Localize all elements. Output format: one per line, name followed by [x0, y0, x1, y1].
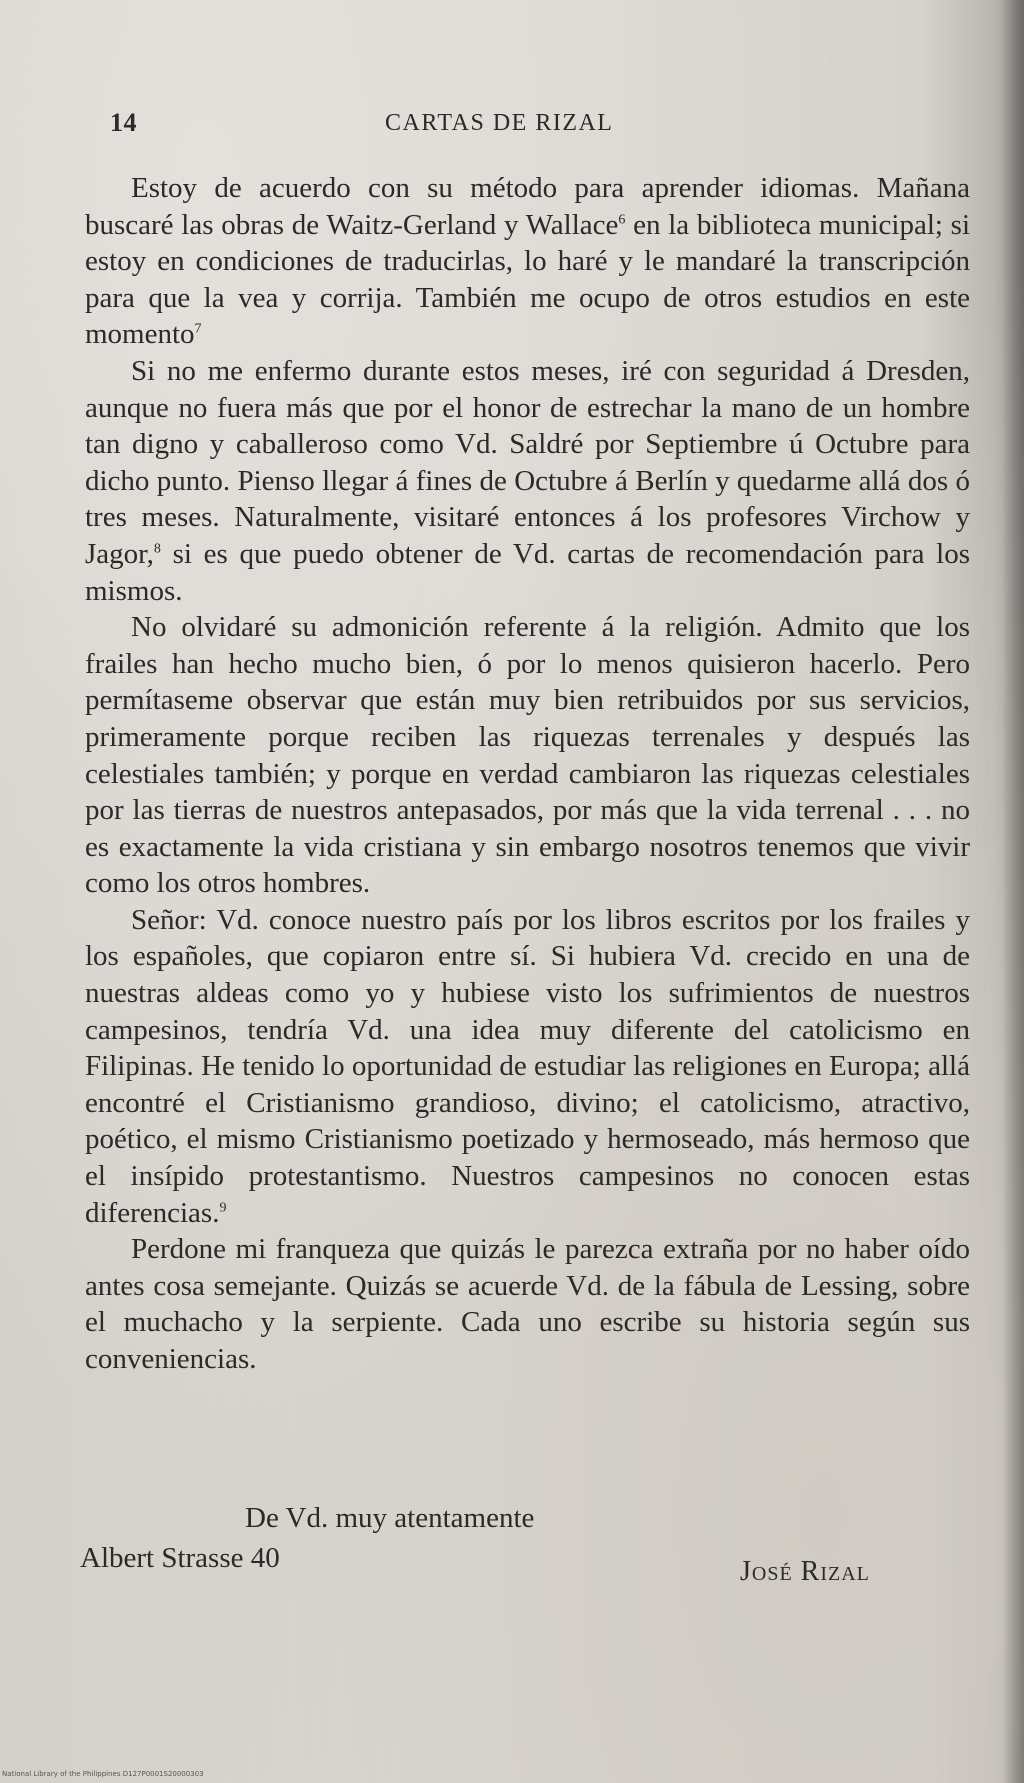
text-segment: Perdone mi franqueza que quizás le parezca extraña por no haber oído antes cosa semejante. Quizás se acuerde Vd. de la fábula de Lessing, sobre el muchacho y la serpiente. Cada uno escribe su historia según sus conveniencias. — [85, 1233, 970, 1375]
running-head: CARTAS DE RIZAL — [385, 110, 614, 136]
text-segment: No olvidaré su admonición referente á la religión. Admito que los frailes han hecho mucho bien, ó por lo menos quisieron hacerlo. Pero permítaseme observar que están muy bien retribuidos por sus servicios, primeramente porque reciben las riquezas terrenales y después las celestiales también; y porque en verdad cambiaron las riquezas celestiales por las tierras de nuestros antepasados, por más que la vida terrenal . . . no es exactamente la vida cristiana y sin embargo nosotros tenemos que vivir como los otros hombres. — [85, 611, 970, 900]
footnote-marker: 7 — [194, 321, 202, 337]
footer-credit: National Library of the Philippines D127P0001S20000303 — [2, 1770, 204, 1778]
page-number: 14 — [110, 108, 137, 137]
address-line: Albert Strasse 40 — [80, 1542, 280, 1574]
paragraph — [85, 1231, 970, 1377]
footnote-marker: 6 — [618, 211, 626, 227]
text-segment: Si no me enfermo durante estos meses, iré con seguridad á Dresden, aunque no fuera más que por el honor de estrechar la mano de un hombre tan digno y caballeroso como Vd. Saldré por Septiembre ú Octubre para dicho punto. Pienso llegar á fines de Octubre á Berlín y quedarme allá dos ó tres meses. Naturalmente, visitaré entonces á los profesores Virchow y Jagor, — [85, 354, 970, 570]
text-segment: Señor: Vd. conoce nuestro país por los libros escritos por los frailes y los españoles, que copiaron entre sí. Si hubiera Vd. crecido en una de nuestras aldeas como yo y hubiese visto los sufrimientos de nuestros campesinos, tendría Vd. una idea muy diferente del catolicismo en Filipinas. He tenido lo oportunidad de estudiar las religiones en Europa; allá encontré el Cristianismo grandioso, divino; el catolicismo, atractivo, poético, el mismo Cristianismo poetizado y hermoseado, más hermoso que el insípido protestantismo. Nuestros campesinos no conocen estas diferencias. — [85, 903, 970, 1229]
letter-body — [85, 170, 970, 1378]
text-segment: Estoy de acuerdo con su método para aprender idiomas. Mañana buscaré las obras de Waitz-Gerland y Wallace — [85, 172, 970, 241]
signature: José Rizal — [740, 1556, 870, 1587]
footnote-marker: 8 — [153, 541, 161, 557]
page-edge-shadow — [1002, 0, 1024, 1783]
footnote-marker: 9 — [219, 1199, 227, 1215]
text-segment: si es que puedo obtener de Vd. cartas de recomendación para los mismos. — [85, 537, 970, 607]
paragraph — [85, 609, 970, 902]
closing-line: De Vd. muy atentamente — [245, 1502, 535, 1534]
text-segment: en la biblioteca municipal; si estoy en condiciones de traducirlas, lo haré y le mandaré la transcripción para que la vea y corrija. También me ocupo de otros estudios en este momento — [85, 208, 971, 351]
paragraph — [85, 170, 970, 353]
paragraph — [85, 902, 970, 1231]
page-header — [110, 108, 890, 148]
paragraph — [85, 353, 970, 609]
